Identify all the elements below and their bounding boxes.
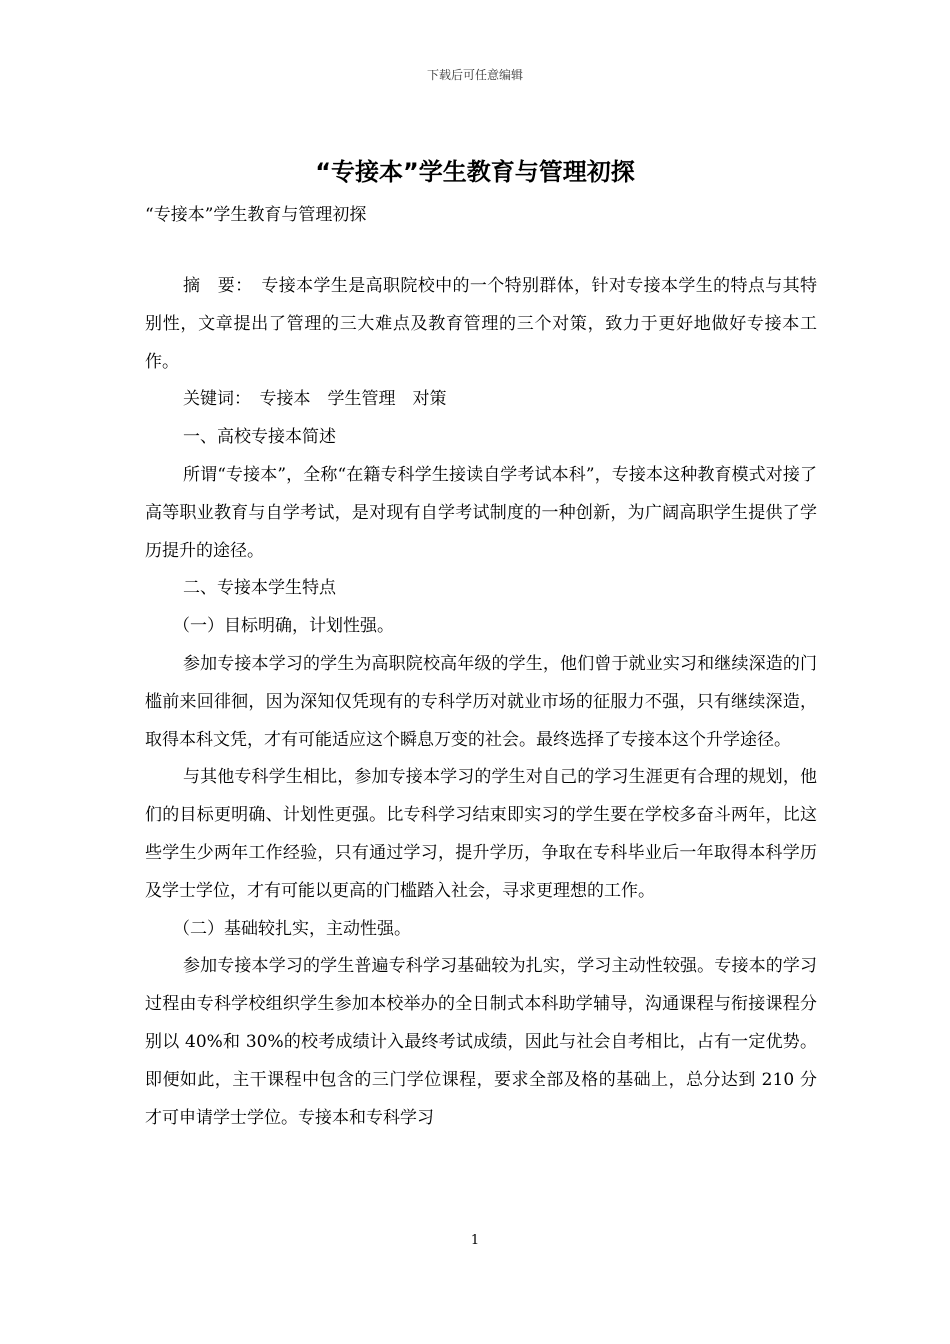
header-note: 下载后可任意编辑 <box>426 68 523 82</box>
keywords-paragraph: 关键词： 专接本 学生管理 对策 <box>183 389 447 410</box>
body-paragraph: 参加专接本学习的学生普遍专科学习基础较为扎实，学习主动性较强。专接本的学习过程由专科学校组织学生参加本校举办的全日制式本科助学辅导，沟通课程与衔接课程分别以 40%和 30%的校考成绩计入最终考试成绩，因此与社会自考相比，占有一定优势。即便如此，主干课程中包含的三门学位课程，要求全部及格的基础上，总分达到 210 分才可申请学士学位。专接本和专科学习 <box>145 956 817 1128</box>
body-text <box>145 268 817 1137</box>
section-heading-2: 二、专接本学生特点 <box>183 578 336 599</box>
document-subtitle: “专接本”学生教育与管理初探 <box>145 205 367 225</box>
subsection-heading-2: （二）基础较扎实，主动性强。 <box>173 918 411 939</box>
body-paragraph: 与其他专科学生相比，参加专接本学习的学生对自己的学习生涯更有合理的规划，他们的目标更明确、计划性更强。比专科学习结束即实习的学生要在学校多奋斗两年，比这些学生少两年工作经验，只有通过学习，提升学历，争取在专科毕业后一年取得本科学历及学士学位，才有可能以更高的门槛踏入社会，寻求更理想的工作。 <box>145 767 817 901</box>
page-number: 1 <box>470 1233 480 1248</box>
document-title: “专接本”学生教育与管理初探 <box>315 158 635 186</box>
section-heading-1: 一、高校专接本简述 <box>183 427 336 448</box>
body-paragraph: 参加专接本学习的学生为高职院校高年级的学生，他们曾于就业实习和继续深造的门槛前来回徘徊，因为深知仅凭现有的专科学历对就业市场的征服力不强，只有继续深造，取得本科文凭，才有可能适应这个瞬息万变的社会。最终选择了专接本这个升学途径。 <box>145 653 817 750</box>
subsection-heading-1: （一）目标明确，计划性强。 <box>173 616 394 637</box>
body-paragraph: 所谓“专接本”，全称“在籍专科学生接读自学考试本科”，专接本这种教育模式对接了高等职业教育与自学考试，是对现有自学考试制度的一种创新，为广阔高职学生提供了学历提升的途径。 <box>145 464 817 561</box>
abstract-paragraph: 摘 要： 专接本学生是高职院校中的一个特别群体，针对专接本学生的特点与其特别性，文章提出了管理的三大难点及教育管理的三个对策，致力于更好地做好专接本工作。 <box>145 276 817 372</box>
